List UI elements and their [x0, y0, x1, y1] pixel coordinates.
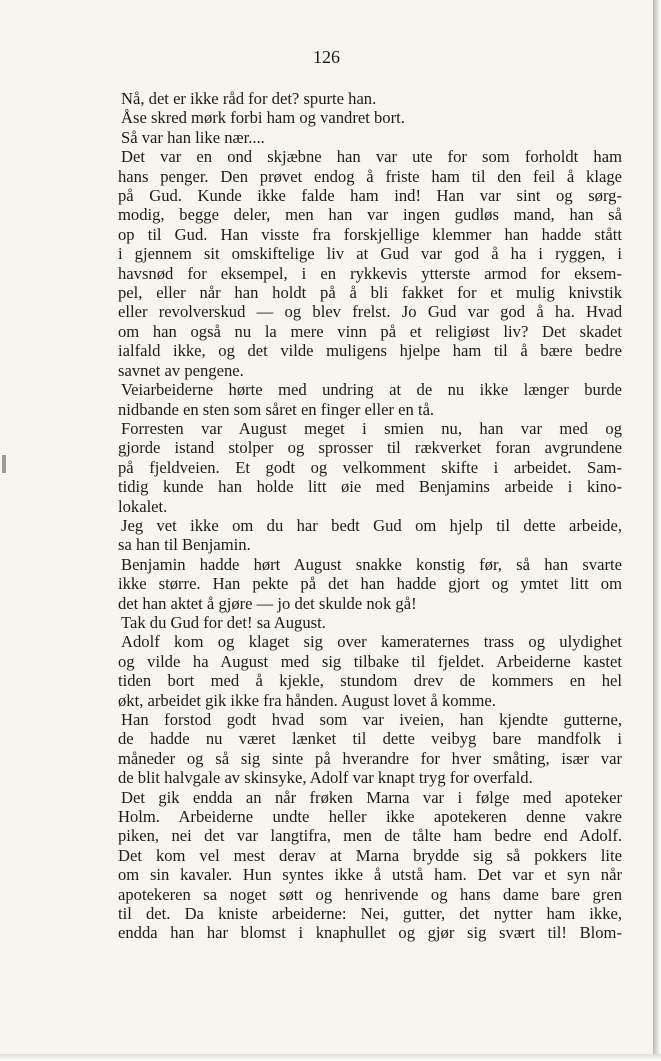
text-line: på fjeldveien. Et godt og velkomment skifte i arbeidet. Sam-: [118, 457, 622, 477]
text-line: op til Gud. Han visste fra forskjellige klemmer han hadde stått: [118, 224, 622, 244]
text-line: Adolf kom og klaget sig over kameraternes trass og ulydighet: [121, 632, 622, 652]
text-line: Nå, det er ikke råd for det? spurte han.: [121, 89, 377, 108]
text-line: savnet av pengene.: [118, 360, 244, 380]
text-line: om han også nu la mere vinn på et religiøst liv? Det skadet: [118, 321, 622, 341]
text-line: det han aktet å gjøre — jo det skulde nok gå!: [118, 593, 417, 613]
text-line: Jeg vet ikke om du har bedt Gud om hjelp til dette arbeide,: [121, 515, 622, 535]
text-line: i gjennem sit omskiftelige liv at Gud var god å ha i ryggen, i: [118, 244, 622, 264]
text-line: sa han til Benjamin.: [118, 535, 251, 555]
text-line: Tak du Gud for det! sa August.: [121, 612, 326, 632]
text-line: Forresten var August meget i smien nu, han var med og: [121, 418, 622, 438]
text-line: til det. Da kniste arbeiderne: Nei, gutter, det nytter ham ikke,: [118, 904, 622, 924]
text-line: hans penger. Den prøvet endog å friste ham til den feil å klage: [118, 166, 622, 186]
text-line: apotekeren sa noget søtt og henrivende og hans dame bare gren: [118, 884, 622, 904]
text-line: de blit halvgale av skinsyke, Adolf var knapt tryg for overfald.: [118, 768, 533, 788]
text-line: Veiarbeiderne hørte med undring at de nu ikke længer burde: [121, 380, 622, 400]
text-line: nidbande en sten som såret en finger eller en tå.: [118, 399, 435, 419]
text-line: økt, arbeidet gik ikke fra hånden. August lovet å komme.: [118, 690, 496, 710]
body-text: [118, 89, 622, 943]
page-bottom-shadow: [0, 1054, 661, 1061]
text-line: og vilde ha August med sig tilbake til fjeldet. Arbeiderne kastet: [118, 651, 622, 671]
text-line: piken, nei det var langtifra, men de tålte ham bedre end Adolf.: [118, 826, 622, 846]
margin-mark: [2, 455, 6, 473]
text-line: Det gik endda an når frøken Marna var i følge med apoteker: [121, 787, 622, 807]
text-line: lokalet.: [118, 496, 168, 516]
text-line: ialfald ikke, og det vilde muligens hjelpe ham til å bære bedre: [118, 341, 622, 361]
text-line: på Gud. Kunde ikke falde ham ind! Han var sint og sørg-: [118, 186, 622, 206]
text-line: de hadde nu været lænket til dette veibyg bare mandfolk i: [118, 729, 622, 749]
text-line: modig, begge deler, men han var ingen gudløs mand, han så: [118, 205, 622, 225]
text-line: Det var en ond skjæbne han var ute for som forholdt ham: [121, 147, 622, 167]
text-line: ikke større. Han pekte på det han hadde gjort og ymtet litt om: [118, 574, 622, 594]
text-line: Så var han like nær....: [121, 127, 265, 147]
text-line: om sin kavaler. Hun syntes ikke å utstå ham. Det var et syn når: [118, 865, 622, 885]
text-line: Det kom vel mest derav at Marna brydde sig så pokkers lite: [118, 845, 622, 865]
page-number: 126: [313, 47, 340, 67]
text-line: Åse skred mørk forbi ham og vandret bort.: [121, 108, 405, 128]
text-line: gjorde istand stolper og sprosser til rækverket foran avgrundene: [118, 438, 622, 458]
text-line: Han forstod godt hvad som var iveien, han kjendte gutterne,: [121, 710, 622, 729]
text-line: måneder og så sig sinte på hverandre for hver småting, især var: [118, 748, 622, 768]
text-line: pel, eller når han holdt på å bli fakket for et mulig knivstik: [118, 283, 622, 303]
text-line: havsnød for eksempel, i en rykkevis ytterste armod for eksem-: [118, 263, 622, 283]
text-line: Benjamin hadde hørt August snakke konstig før, så han svarte: [121, 554, 622, 574]
text-line: Holm. Arbeiderne undte heller ikke apotekeren denne vakre: [118, 807, 622, 827]
text-line: tidig kunde han holde litt øie med Benjamins arbeide i kino-: [118, 477, 622, 497]
text-line: endda han har blomst i knaphullet og gjør sig svært til! Blom-: [118, 923, 622, 943]
page-edge-shadow: [653, 0, 661, 1061]
text-line: eller revolverskud — og blev frelst. Jo Gud var god å ha. Hvad: [118, 302, 622, 322]
text-line: tiden bort med å kjekle, stundom drev de kommers en hel: [118, 671, 622, 691]
